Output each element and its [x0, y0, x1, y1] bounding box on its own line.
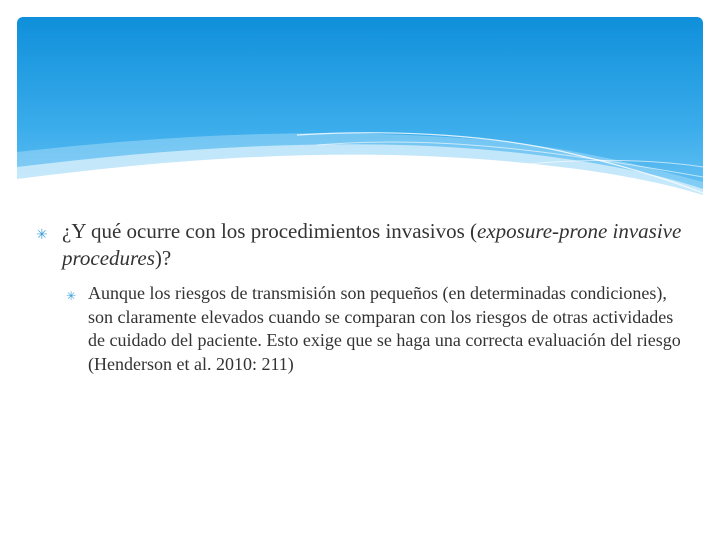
- bullet-text-end: )?: [154, 246, 172, 270]
- header-banner: [17, 17, 703, 200]
- asterisk-bullet-icon: ✳: [36, 227, 48, 243]
- bullet-text: ¿Y qué ocurre con los procedimientos invasivos (: [62, 219, 478, 243]
- asterisk-bullet-icon: ✳: [66, 289, 77, 303]
- sub-bullet-text: Aunque los riesgos de transmisión son pequeños (en determinadas condiciones), son claramente elevados cuando se comparan con los riesgos de otras actividades de cuidado del paciente. Esto exige que se haga una correcta evaluación del riesgo (Henderson et al. 2010: 211): [88, 283, 681, 374]
- header-wave-graphic: [17, 17, 703, 200]
- slide-content: [36, 218, 686, 376]
- sub-bullet-item: [66, 282, 686, 376]
- bullet-item: [36, 218, 686, 272]
- bullet-text-italic: exposure-prone invasive procedures: [62, 219, 682, 270]
